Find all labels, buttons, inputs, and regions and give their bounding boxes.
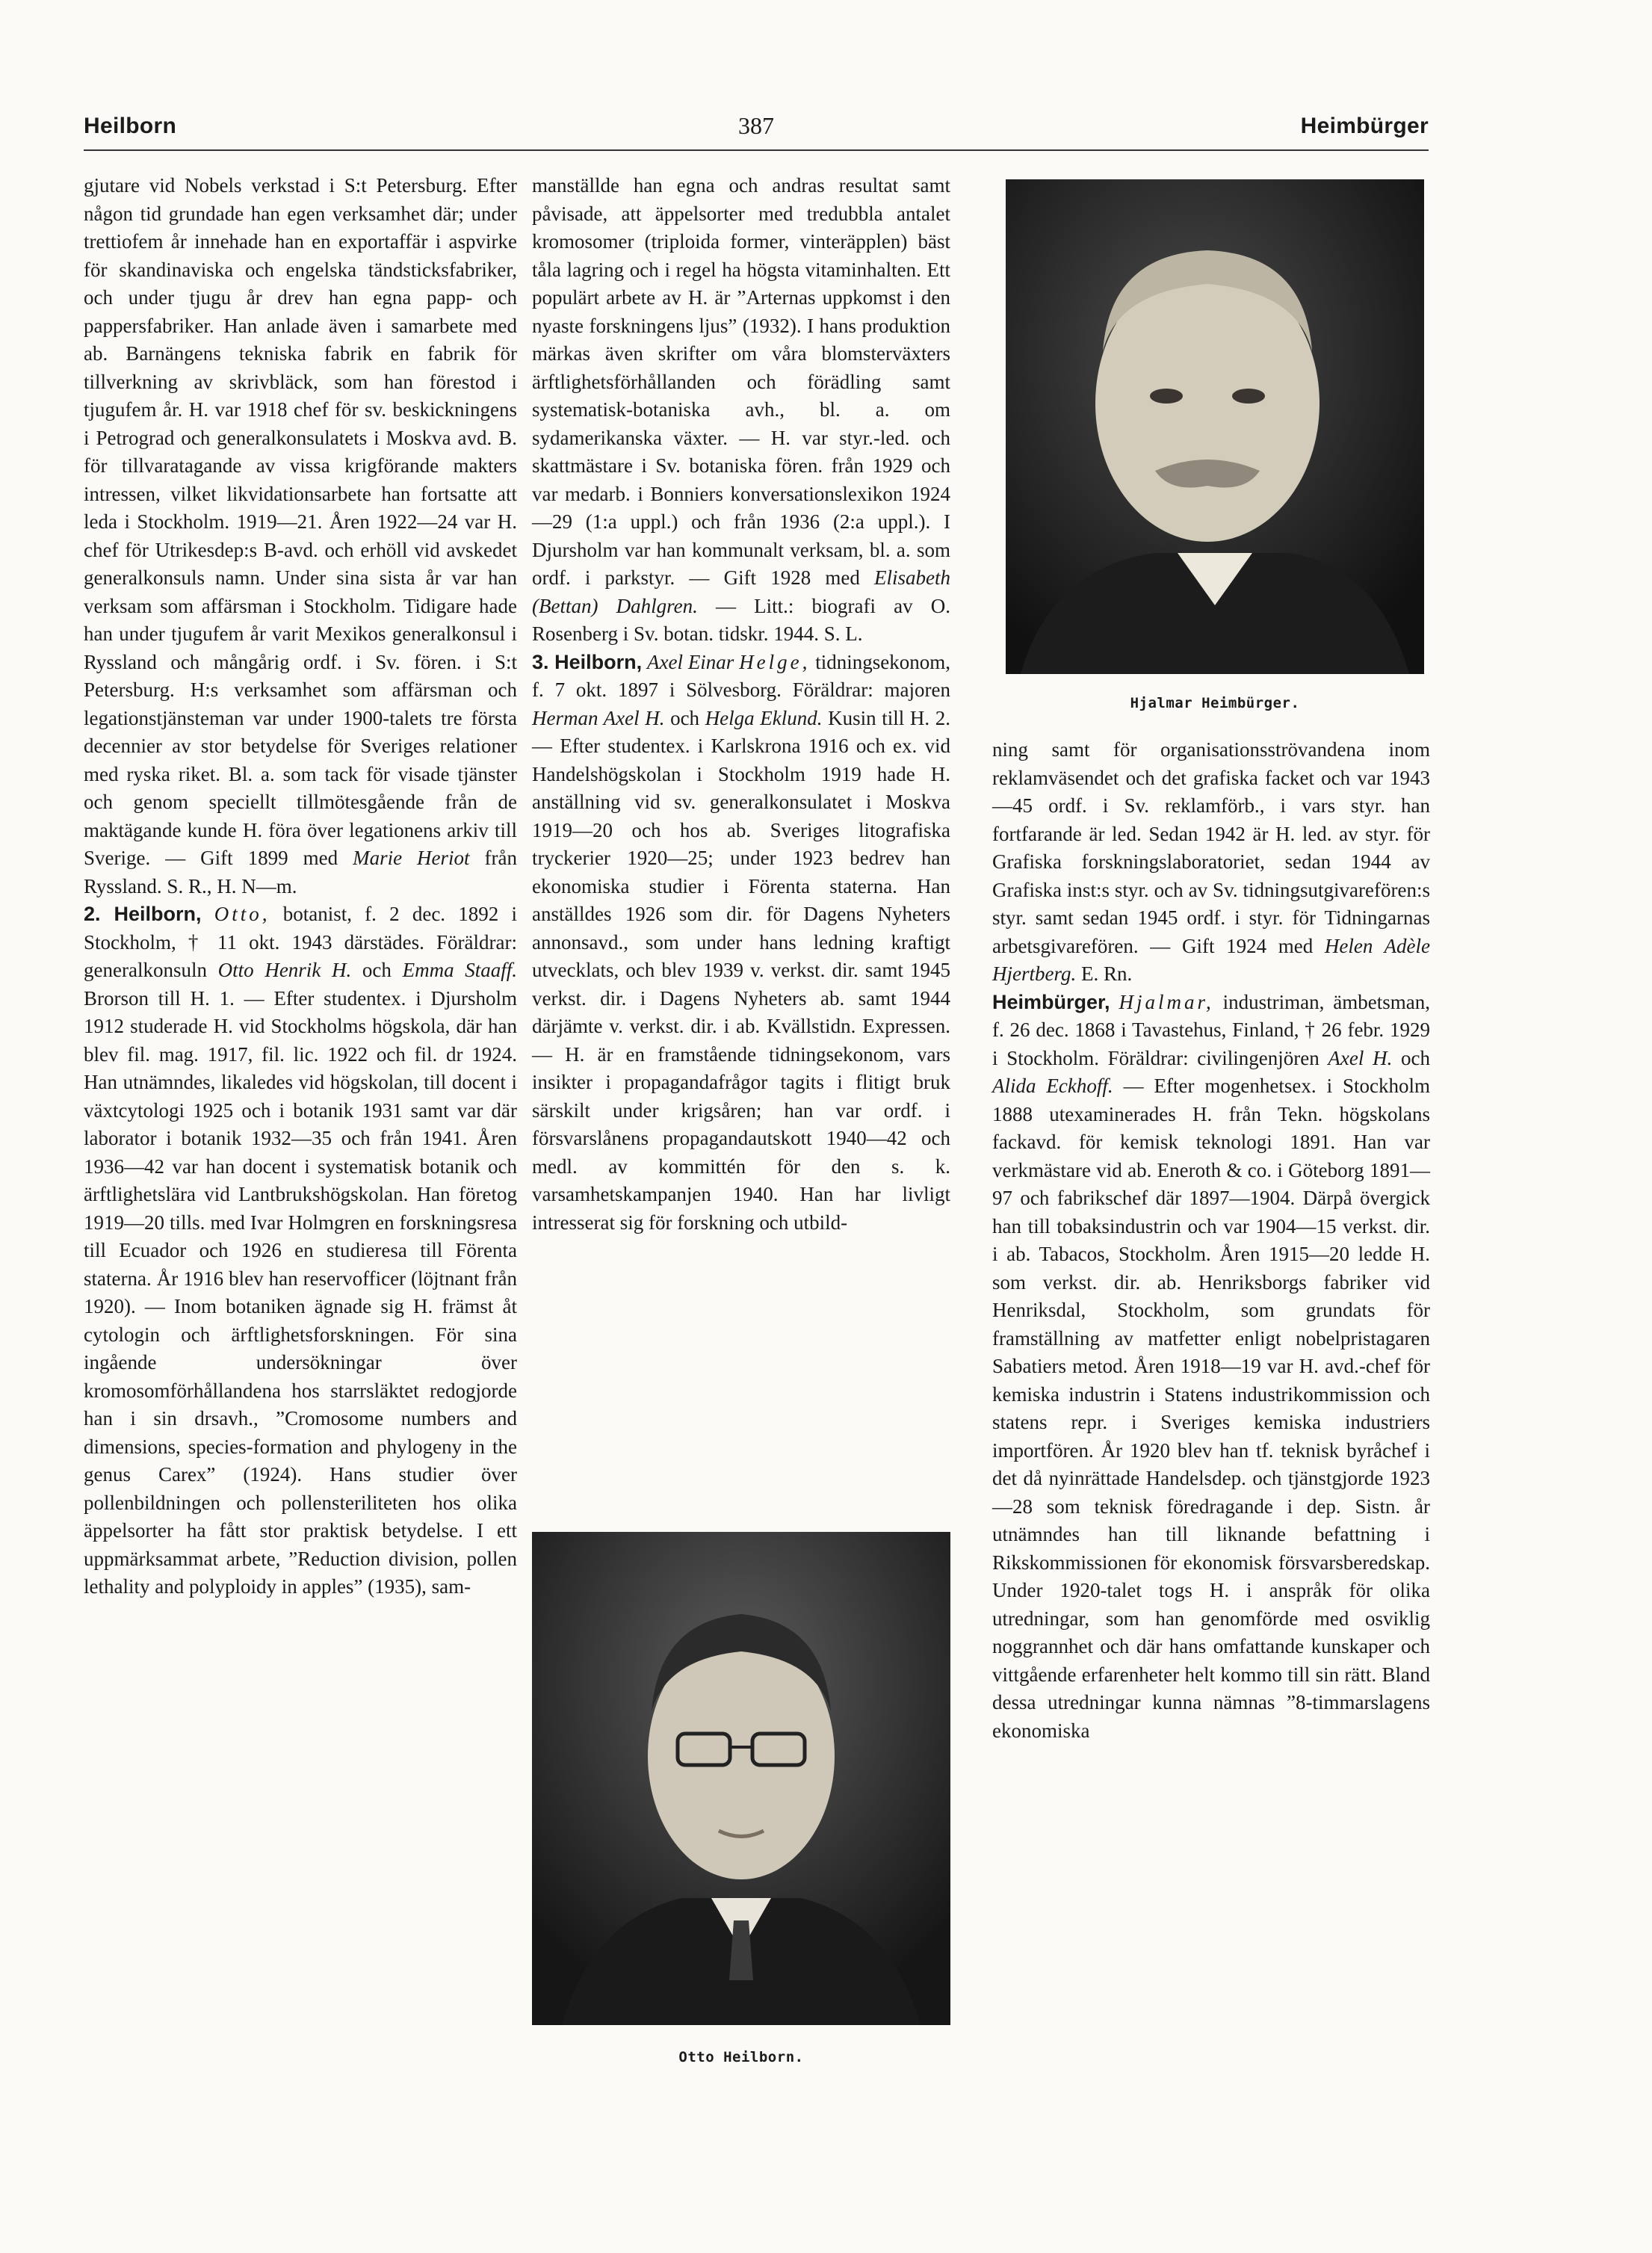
- entry-heimburger: Heimbürger, Hjalmar, industriman, ämbetsman, f. 26 dec. 1868 i Tavastehus, Finland, † 26 febr. 1929 i Stockholm. Föräldrar: civilingenjören Axel H. och Alida Eckhoff. — Efter mogenhetsex. i Stockholm 1888 utexaminerades H. från Tekn. högskolans fackavd. för kemisk teknologi 1891. Han var verkmästare vid ab. Eneroth & co. i Göteborg 1891—97 och fabrikschef där 1897—1904. Därpå övergick han till tobaksindustrin och var 1904—15 verkst. dir. i ab. Tabacos, Stockholm. Åren 1915—20 ledde H. som verkst. dir. ab. Henriksborgs fabriker vid Henriksdal, Stockholm, som grundats för framställning av matfetter enligt nobelpristagaren Sabatiers metod. Åren 1918—19 var H. avd.-chef för kemiska industrin i Statens industrikommission och statens repr. i Sveriges kemiska industriers importfören. År 1920 blev han tf. teknisk byråchef i det då nyinrättade Handelsdep. och tjänstgjorde 1923—28 som teknisk föredragande i dep. Sistn. år utnämndes han till liknande befattning i Rikskommissionen för ekonomisk försvarsberedskap. Under 1920-talet togs H. i anspråk för olika utredningar, som han genomförde med osviklig noggrannhet och där hans omfattande kunskaper och vittgående erfarenheter helt kommo till sin rätt. Bland dessa utredningar kunna nämnas ”8-timmarslagens ekonomiska: [992, 990, 1431, 1742]
- column-2: [532, 172, 950, 1237]
- entry-2-otto: 2. Heilborn, Otto, botanist, f. 2 dec. 1892 i Stockholm, † 11 okt. 1943 därstädes. Föräldrar: generalkonsuln Otto Henrik H. och Emma Staaff. Brorson till H. 1. — Efter studentex. i Djursholm 1912 studerade H. vid Stockholms högskola, där han blev fil. mag. 1917, fil. lic. 1922 och fil. dr 1924. Han utnämndes, likaledes vid högskolan, till docent i växtcytologi 1925 och i botanik 1931 samt var där laborator i botanik 1932—35 och från 1941. Åren 1936—42 var han docent i systematisk botanik och ärftlighetslära vid Lantbrukshögskolan. Han företog 1919—20 tills. med Ivar Holmgren en forskningsresa till Ecuador och 1926 en studieresa till Förenta staterna. År 1916 blev han reservofficer (löjtnant från 1920). — Inom botaniken ägnade sig H. främst åt cytologin och ärftlighetsforskningen. För sina ingående undersökningar över kromosomförhållandena hos starrsläktet redogjorde han i sin drsavh., ”Cromosome numbers and dimensions, species-formation and phylogeny in the genus Carex” (1924). Hans studier över pollenbildningen och pollensteriliteten hos olika äppelsorter ha fått stor praktisk betydelse. I ett uppmärksammat arbete, ”Reduction division, pollen lethality and polyploidy in apples” (1935), sam-: [84, 903, 518, 1598]
- entry-3-axel: 3. Heilborn, Axel Einar Helge, tidningsekonom, f. 7 okt. 1897 i Sölvesborg. Föräldrar: majoren Herman Axel H. och Helga Eklund. Kusin till H. 2. — Efter studentex. i Karlskrona 1916 och ex. vid Handelshögskolan i Stockholm 1919 hade H. anställning vid sv. generalkonsulatet i Moskva 1919—20 och hos ab. Sveriges litografiska tryckerier 1920—25; under 1923 bedrev han ekonomiska studier i Förenta staterna. Han anställdes 1926 som dir. för Dagens Nyheters annonsavd., som under hans ledning kraftigt utvecklats, och blev 1939 v. verkst. dir. samt 1945 verkst. dir. i Dagens Nyheters ab. samt 1944 därjämte v. verkst. dir. i ab. Kvällstidn. Expressen. — H. är en framstående tidningsekonom, vars insikter i propagandafrågor tagits i flitigt bruk särskilt under krigsåren; han var ordf. i försvarslånens propagandautskott 1940—42 och medl. av kommittén för den s. k. varsamhetskampanjen 1940. Han har livligt intresserat sig för forskning och utbild-: [532, 650, 951, 1234]
- running-header: [84, 112, 1429, 151]
- portrait-otto-heilborn: [532, 1532, 950, 2025]
- column-3: [992, 736, 1430, 1745]
- entry-3-continuation: ning samt för organisationsströvandena inom reklamväsendet och det grafiska facket och var 1943—45 ordf. i Sv. reklamförb., i vars styr. han fortfarande är led. Sedan 1942 är H. led. av styr. för Grafiska forskningslaboratoriet, sedan 1944 av Grafiska inst:s styr. och av Sv. tidningsutgivarefören:s styr. samt sedan 1945 ordf. i styr. för Tidningarnas arbetsgivarefören. — Gift 1924 med Helen Adèle Hjertberg. E. Rn.: [992, 738, 1431, 985]
- column-1: [84, 172, 517, 1601]
- header-right-term: Heimbürger: [1300, 114, 1429, 138]
- portrait-hjalmar-heimburger: [1006, 179, 1424, 674]
- page-number: 387: [738, 112, 774, 139]
- entry-1-continuation: gjutare vid Nobels verkstad i S:t Petersburg. Efter någon tid grundade han egen verksamhet där; under trettiofem år innehade han en exportaffär i aspvirke för skandinaviska och engelska tändsticksfabriker, och under tjugu år drev han egna papp- och pappersfabriker. Han anlade även i samarbete med ab. Barnängens tekniska fabrik en fabrik för tillverkning av skrivbläck, som han förestod i tjugufem år. H. var 1918 chef för sv. beskickningens i Petrograd och generalkonsulatets i Moskva avd. B. för tillvaratagande av vissa krigförande makters intressen, vilket likvidationsarbete han fortsatte att leda i Stockholm. 1919—21. Åren 1922—24 var H. chef för Utrikesdep:s B-avd. och erhöll vid avskedet generalkonsuls namn. Under sina sista år var han verksam som affärsman i Stockholm. Tidigare hade han under tjugufem år varit Mexikos generalkonsul i Ryssland och mångårig ordf. i Sv. fören. i S:t Petersburg. H:s verksamhet som affärsman och legationstjänsteman var under 1900-talets tre första decennier av stor betydelse för Sveriges relationer med ryska riket. Bl. a. som tack för visade tjänster och genom speciellt tillmötesgående från de maktägande kunde H. föra över legationens arkiv till Sverige. — Gift 1899 med Marie Heriot från Ryssland. S. R., H. N—m.: [84, 174, 517, 897]
- entry-2-continuation: manställde han egna och andras resultat samt påvisade, att äppelsorter med tredubbla antalet kromosomer (triploida former, vinteräpplen) bäst tåla lagring och i regel ha högsta vitaminhalten. Ett populärt arbete av H. är ”Arternas uppkomst i den nyaste forskningens ljus” (1932). I hans produktion märkas även skrifter om våra blomsterväxters ärftlighetsförhållanden och förädling samt systematisk-botaniska avh., bl. a. om sydamerikanska växter. — H. var styr.-led. och skattmästare i Sv. botaniska fören. från 1929 och var medarb. i Bonniers konversationslexikon 1924—29 (1:a uppl.) och från 1936 (2:a uppl.). I Djursholm var han kommunalt verksam, bl. a. som ordf. i parkstyr. — Gift 1928 med Elisabeth (Bettan) Dahlgren. — Litt.: biografi av O. Rosenberg i Sv. botan. tidskr. 1944. S. L.: [532, 174, 951, 645]
- caption-hjalmar: Hjalmar Heimbürger.: [1130, 695, 1300, 711]
- header-left-term: Heilborn: [84, 114, 177, 138]
- caption-otto: Otto Heilborn.: [678, 2049, 804, 2065]
